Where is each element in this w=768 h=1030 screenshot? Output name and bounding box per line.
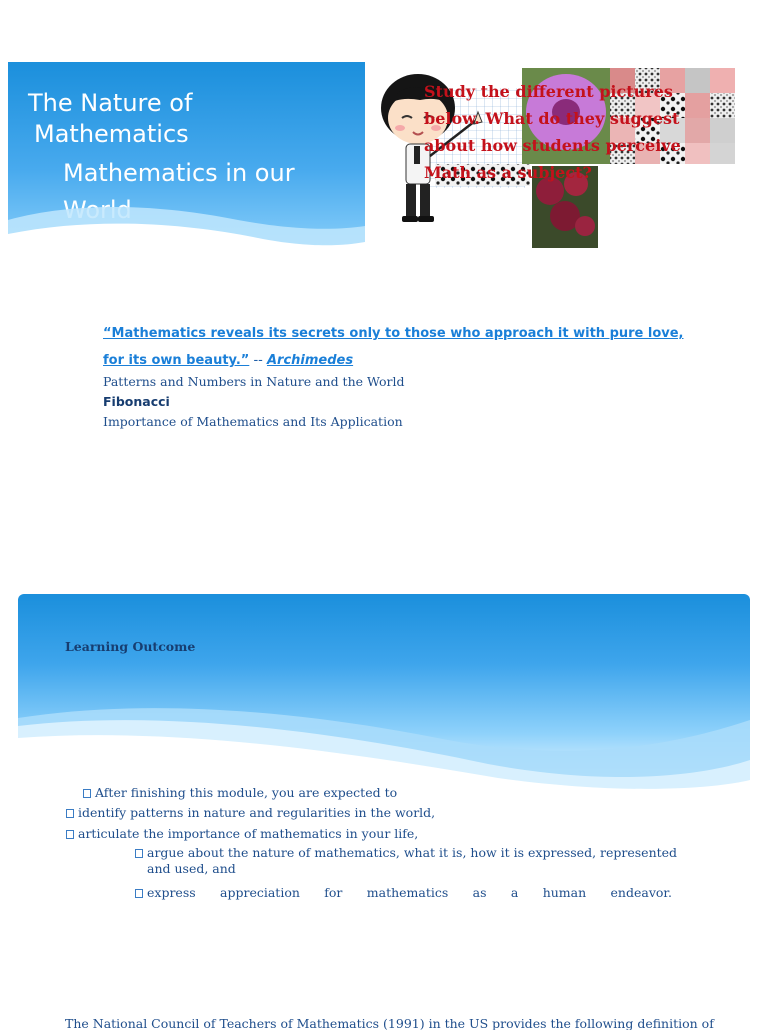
list-item xyxy=(135,885,672,901)
outcome-item: argue about the nature of mathematics, what it is, how it is expressed, represented and used, and xyxy=(147,845,678,876)
title-banner xyxy=(8,62,365,258)
learning-outcome-title: Learning Outcome xyxy=(65,639,196,654)
topic-item: Patterns and Numbers in Nature and the World xyxy=(103,374,405,389)
list-item xyxy=(83,785,397,801)
quote-text[interactable]: “Mathematics reveals its secrets only to those who approach it with pure love, for its own beauty.” xyxy=(103,326,684,368)
module-title xyxy=(28,88,192,150)
outcome-item: articulate the importance of mathematics in your life, xyxy=(78,826,419,841)
outcome-item: identify patterns in nature and regularities in the world, xyxy=(78,805,436,820)
bullet-box-icon xyxy=(66,830,74,839)
title-line-2: Mathematics xyxy=(34,120,189,148)
outcome-item: express appreciation for mathematics as a human endeavor. xyxy=(147,885,672,900)
banner-wave xyxy=(8,198,365,258)
footer-paragraph: The National Council of Teachers of Mathematics (1991) in the US provides the following definition of xyxy=(65,1016,714,1030)
list-item xyxy=(66,826,418,842)
list-item xyxy=(135,845,682,877)
bullet-box-icon xyxy=(83,789,91,798)
topic-item: Fibonacci xyxy=(103,394,170,409)
bullet-box-icon xyxy=(135,889,143,898)
title-line-1: The Nature of xyxy=(28,89,193,117)
banner-wave xyxy=(18,704,750,794)
bullet-box-icon xyxy=(135,849,143,858)
learning-outcome-banner xyxy=(18,594,750,794)
quote-author[interactable]: Archimedes xyxy=(266,353,354,368)
topic-item: Importance of Mathematics and Its Application xyxy=(103,414,403,429)
list-item xyxy=(66,805,435,821)
outcome-intro: After finishing this module, you are expected to xyxy=(95,785,398,800)
picture-prompt: Study the different pictures below. What do they suggest about how students perceive Math as a subject? xyxy=(424,82,681,182)
bullet-box-icon xyxy=(66,809,74,818)
quote-dash: -- xyxy=(249,353,267,368)
topic-list xyxy=(103,372,405,432)
archimedes-quote xyxy=(103,320,703,374)
module-subtitle: Mathematics in our xyxy=(63,159,295,187)
